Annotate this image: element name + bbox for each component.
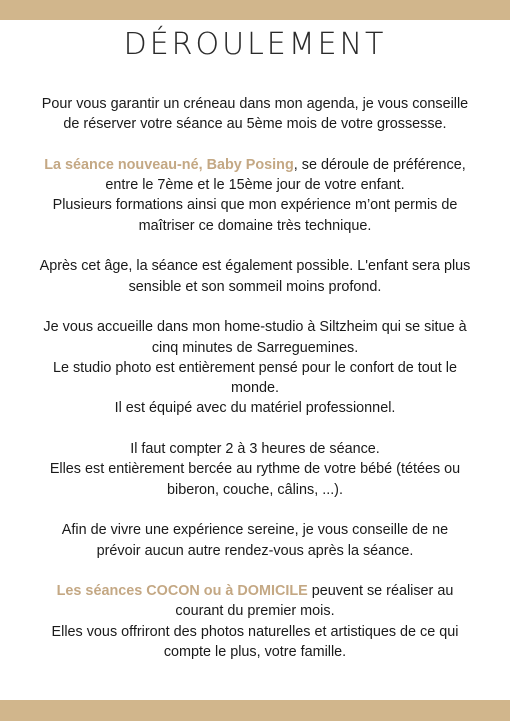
body-content [20, 94, 490, 683]
text-line: compte le plus, votre famille. [163, 644, 347, 661]
paragraph-newborn-session [20, 155, 490, 236]
text-line: Je vous accueille dans mon home-studio à Siltzheim qui se situe à [43, 319, 467, 336]
top-decorative-band [0, 0, 510, 20]
text-line: entre le 7ème et le 15ème jour de votre enfant. [105, 177, 405, 194]
text-line: Il est équipé avec du matériel professionnel. [114, 400, 396, 417]
paragraph-booking [20, 94, 490, 135]
text-line: Plusieurs formations ainsi que mon expérience m’ont permis de [52, 197, 458, 214]
text-line: Afin de vivre une expérience sereine, je vous conseille de ne [61, 522, 449, 539]
text-line: prévoir aucun autre rendez-vous après la séance. [96, 542, 414, 559]
paragraph-serene [20, 520, 490, 561]
text-line: Il faut compter 2 à 3 heures de séance. [130, 441, 380, 458]
paragraph-duration [20, 439, 490, 500]
text-line: Elles vous offriront des photos naturelles et artistiques de ce qui [51, 623, 459, 640]
highlight-cocon-domicile: Les séances COCON ou à DOMICILE [56, 583, 308, 600]
text-line: Elles est entièrement bercée au rythme de votre bébé (tétées ou [49, 461, 461, 478]
text-line: maîtriser ce domaine très technique. [138, 217, 372, 234]
highlight-baby-posing: La séance nouveau-né, Baby Posing [44, 156, 294, 173]
paragraph-studio [20, 317, 490, 418]
text-line: cinq minutes de Sarreguemines. [151, 339, 359, 356]
text-line: biberon, couche, câlins, ...). [167, 481, 343, 498]
text-fragment: peuvent se réaliser au [307, 583, 454, 600]
text-line: courant du premier mois. [175, 603, 335, 620]
text-line [20, 581, 490, 601]
text-line: de réserver votre séance au 5ème mois de votre grossesse. [63, 116, 447, 133]
paragraph-after-age [20, 256, 490, 297]
text-line: monde. [231, 380, 279, 397]
page-title: DÉROULEMENT [123, 27, 387, 62]
text-line: Pour vous garantir un créneau dans mon agenda, je vous conseille [41, 96, 469, 112]
text-line: sensible et son sommeil moins profond. [128, 278, 382, 295]
text-line: Le studio photo est entièrement pensé pour le confort de tout le [52, 359, 457, 376]
paragraph-cocon-domicile [20, 581, 490, 662]
text-line [20, 155, 490, 175]
text-fragment: , se déroule de préférence, [293, 156, 466, 173]
text-line: Après cet âge, la séance est également possible. L'enfant sera plus [39, 258, 471, 275]
bottom-decorative-band [0, 700, 510, 721]
